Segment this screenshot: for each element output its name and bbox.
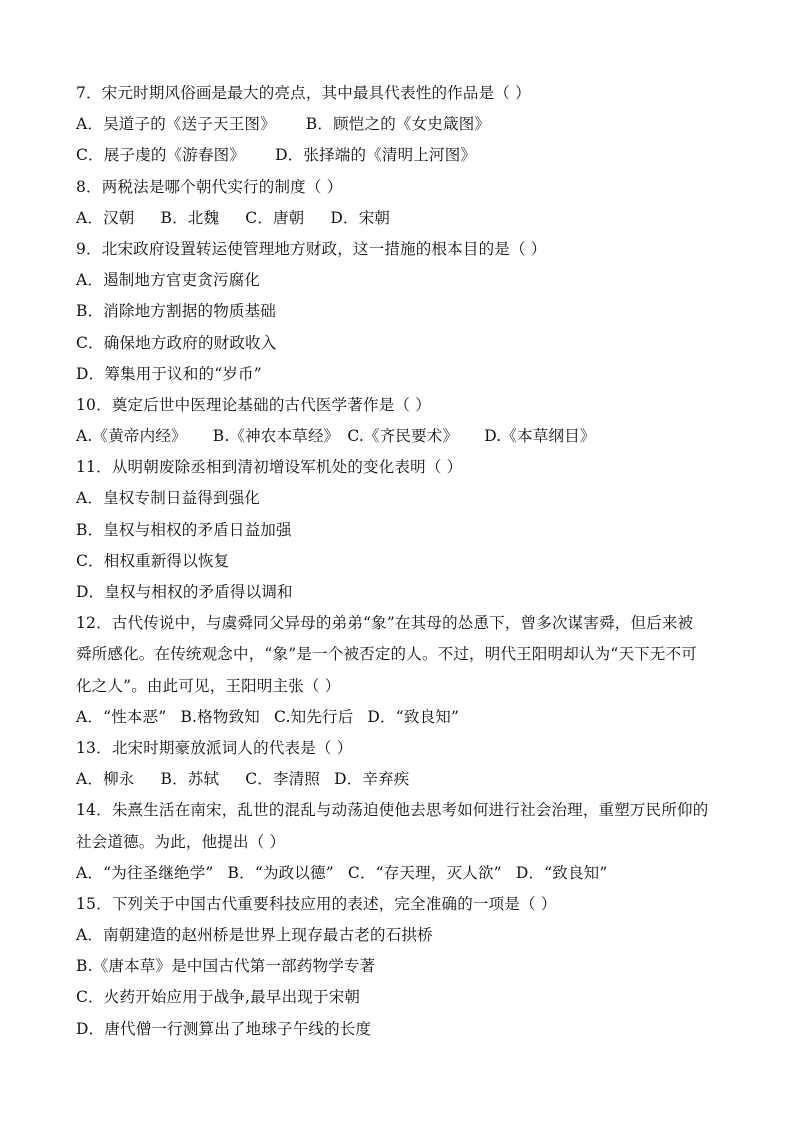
option-c: C．火药开始应用于战争,最早出现于宋朝 xyxy=(76,988,361,1007)
option-b: B．消除地方割据的物质基础 xyxy=(76,302,276,321)
option-b: B．皇权与相权的矛盾日益加强 xyxy=(76,520,292,539)
question-stem: 8．两税法是哪个朝代实行的制度（ ） xyxy=(76,177,343,196)
option-d: D．“致良知” xyxy=(367,707,460,726)
question-9 xyxy=(76,234,726,390)
option-d: D．皇权与相权的矛盾得以调和 xyxy=(76,583,293,601)
option-b: B.格物致知 xyxy=(180,707,260,726)
option-a: A．皇权专制日益得到强化 xyxy=(76,489,261,508)
question-stem: 9．北宋政府设置转运使管理地方财政，这一措施的根本目的是（ ） xyxy=(76,239,547,258)
option-c: C．唐朝 xyxy=(245,208,305,227)
question-10 xyxy=(76,390,726,452)
question-stem: 7．宋元时期风俗画是最大的亮点，其中最具代表性的作品是（ ） xyxy=(76,84,531,102)
option-row xyxy=(76,140,726,171)
option-b: B．顾恺之的《女史箴图》 xyxy=(305,115,491,134)
option-row xyxy=(76,203,726,234)
option-row xyxy=(76,702,726,733)
question-stem: 舜所感化。在传统观念中，“象”是一个被否定的人。不过，明代王阳明却认为“天下无不可 xyxy=(76,645,697,664)
option-d: D．唐代僧一行测算出了地球子午线的长度 xyxy=(76,1019,372,1038)
option-b: B．北魏 xyxy=(160,208,220,227)
option-b: B．“为政以德” xyxy=(227,863,334,882)
option-a: A．吴道子的《送子天王图》 xyxy=(76,115,276,134)
option-c: C．相权重新得以恢复 xyxy=(76,551,230,570)
option-row xyxy=(76,421,726,452)
option-row xyxy=(76,764,726,795)
question-stem: 15．下列关于中国古代重要科技应用的表述，完全准确的一项是（ ） xyxy=(76,894,557,913)
option-d: D.《本草纲目》 xyxy=(484,427,596,446)
option-d: D．宋朝 xyxy=(330,208,391,227)
question-list xyxy=(76,78,726,1045)
option-c: C．展子虔的《游春图》 xyxy=(76,146,246,165)
question-11 xyxy=(76,452,726,608)
question-7 xyxy=(76,78,726,172)
option-a: A．柳永 xyxy=(76,770,135,789)
option-c: C.《齐民要术》 xyxy=(347,427,459,446)
option-a: A．汉朝 xyxy=(76,208,135,227)
question-14 xyxy=(76,795,726,889)
option-c: C．李清照 xyxy=(245,770,321,789)
option-b: B.《神农本草经》 xyxy=(212,427,340,446)
option-d: D．张择端的《清明上河图》 xyxy=(275,146,477,165)
option-c: C.知先行后 xyxy=(273,707,354,726)
question-13 xyxy=(76,733,726,795)
option-c: C．“存天理，灭人欲” xyxy=(347,863,502,882)
option-b: B．苏轼 xyxy=(160,770,220,789)
question-12 xyxy=(76,608,726,733)
option-d: D．筹集用于议和的“岁币” xyxy=(76,364,262,383)
option-b: B.《唐本草》是中国古代第一部药物学专著 xyxy=(76,957,376,976)
option-a: A．“为往圣继绝学” xyxy=(76,863,214,882)
option-a: A．“性本恶” xyxy=(76,707,167,726)
question-15 xyxy=(76,889,726,1045)
question-stem: 社会道德。为此，他提出（ ） xyxy=(76,832,286,851)
question-stem: 12．古代传说中，与虞舜同父异母的弟弟“象”在其母的怂恿下，曾多次谋害舜，但后来被 xyxy=(76,614,694,633)
question-stem: 化之人”。由此可见，王阳明主张（ ） xyxy=(76,676,341,695)
option-a: A.《黄帝内经》 xyxy=(76,427,187,446)
option-c: C．确保地方政府的财政收入 xyxy=(76,333,277,352)
option-a: A．南朝建造的赵州桥是世界上现存最古老的石拱桥 xyxy=(76,926,433,945)
question-stem: 10．奠定后世中医理论基础的古代医学著作是（ ） xyxy=(76,395,431,414)
option-row xyxy=(76,109,726,140)
question-stem: 14．朱熹生活在南宋，乱世的混乱与动荡迫使他去思考如何进行社会治理，重塑万民所仰的 xyxy=(76,801,709,820)
option-a: A．遏制地方官吏贪污腐化 xyxy=(76,271,261,290)
option-d: D．“致良知” xyxy=(515,863,608,882)
question-stem: 11．从明朝废除丞相到清初增设军机处的变化表明（ ） xyxy=(76,458,463,477)
question-stem: 13．北宋时期豪放派词人的代表是（ ） xyxy=(76,738,353,757)
option-d: D．辛弃疾 xyxy=(334,770,410,789)
option-row xyxy=(76,858,726,889)
question-8 xyxy=(76,172,726,234)
